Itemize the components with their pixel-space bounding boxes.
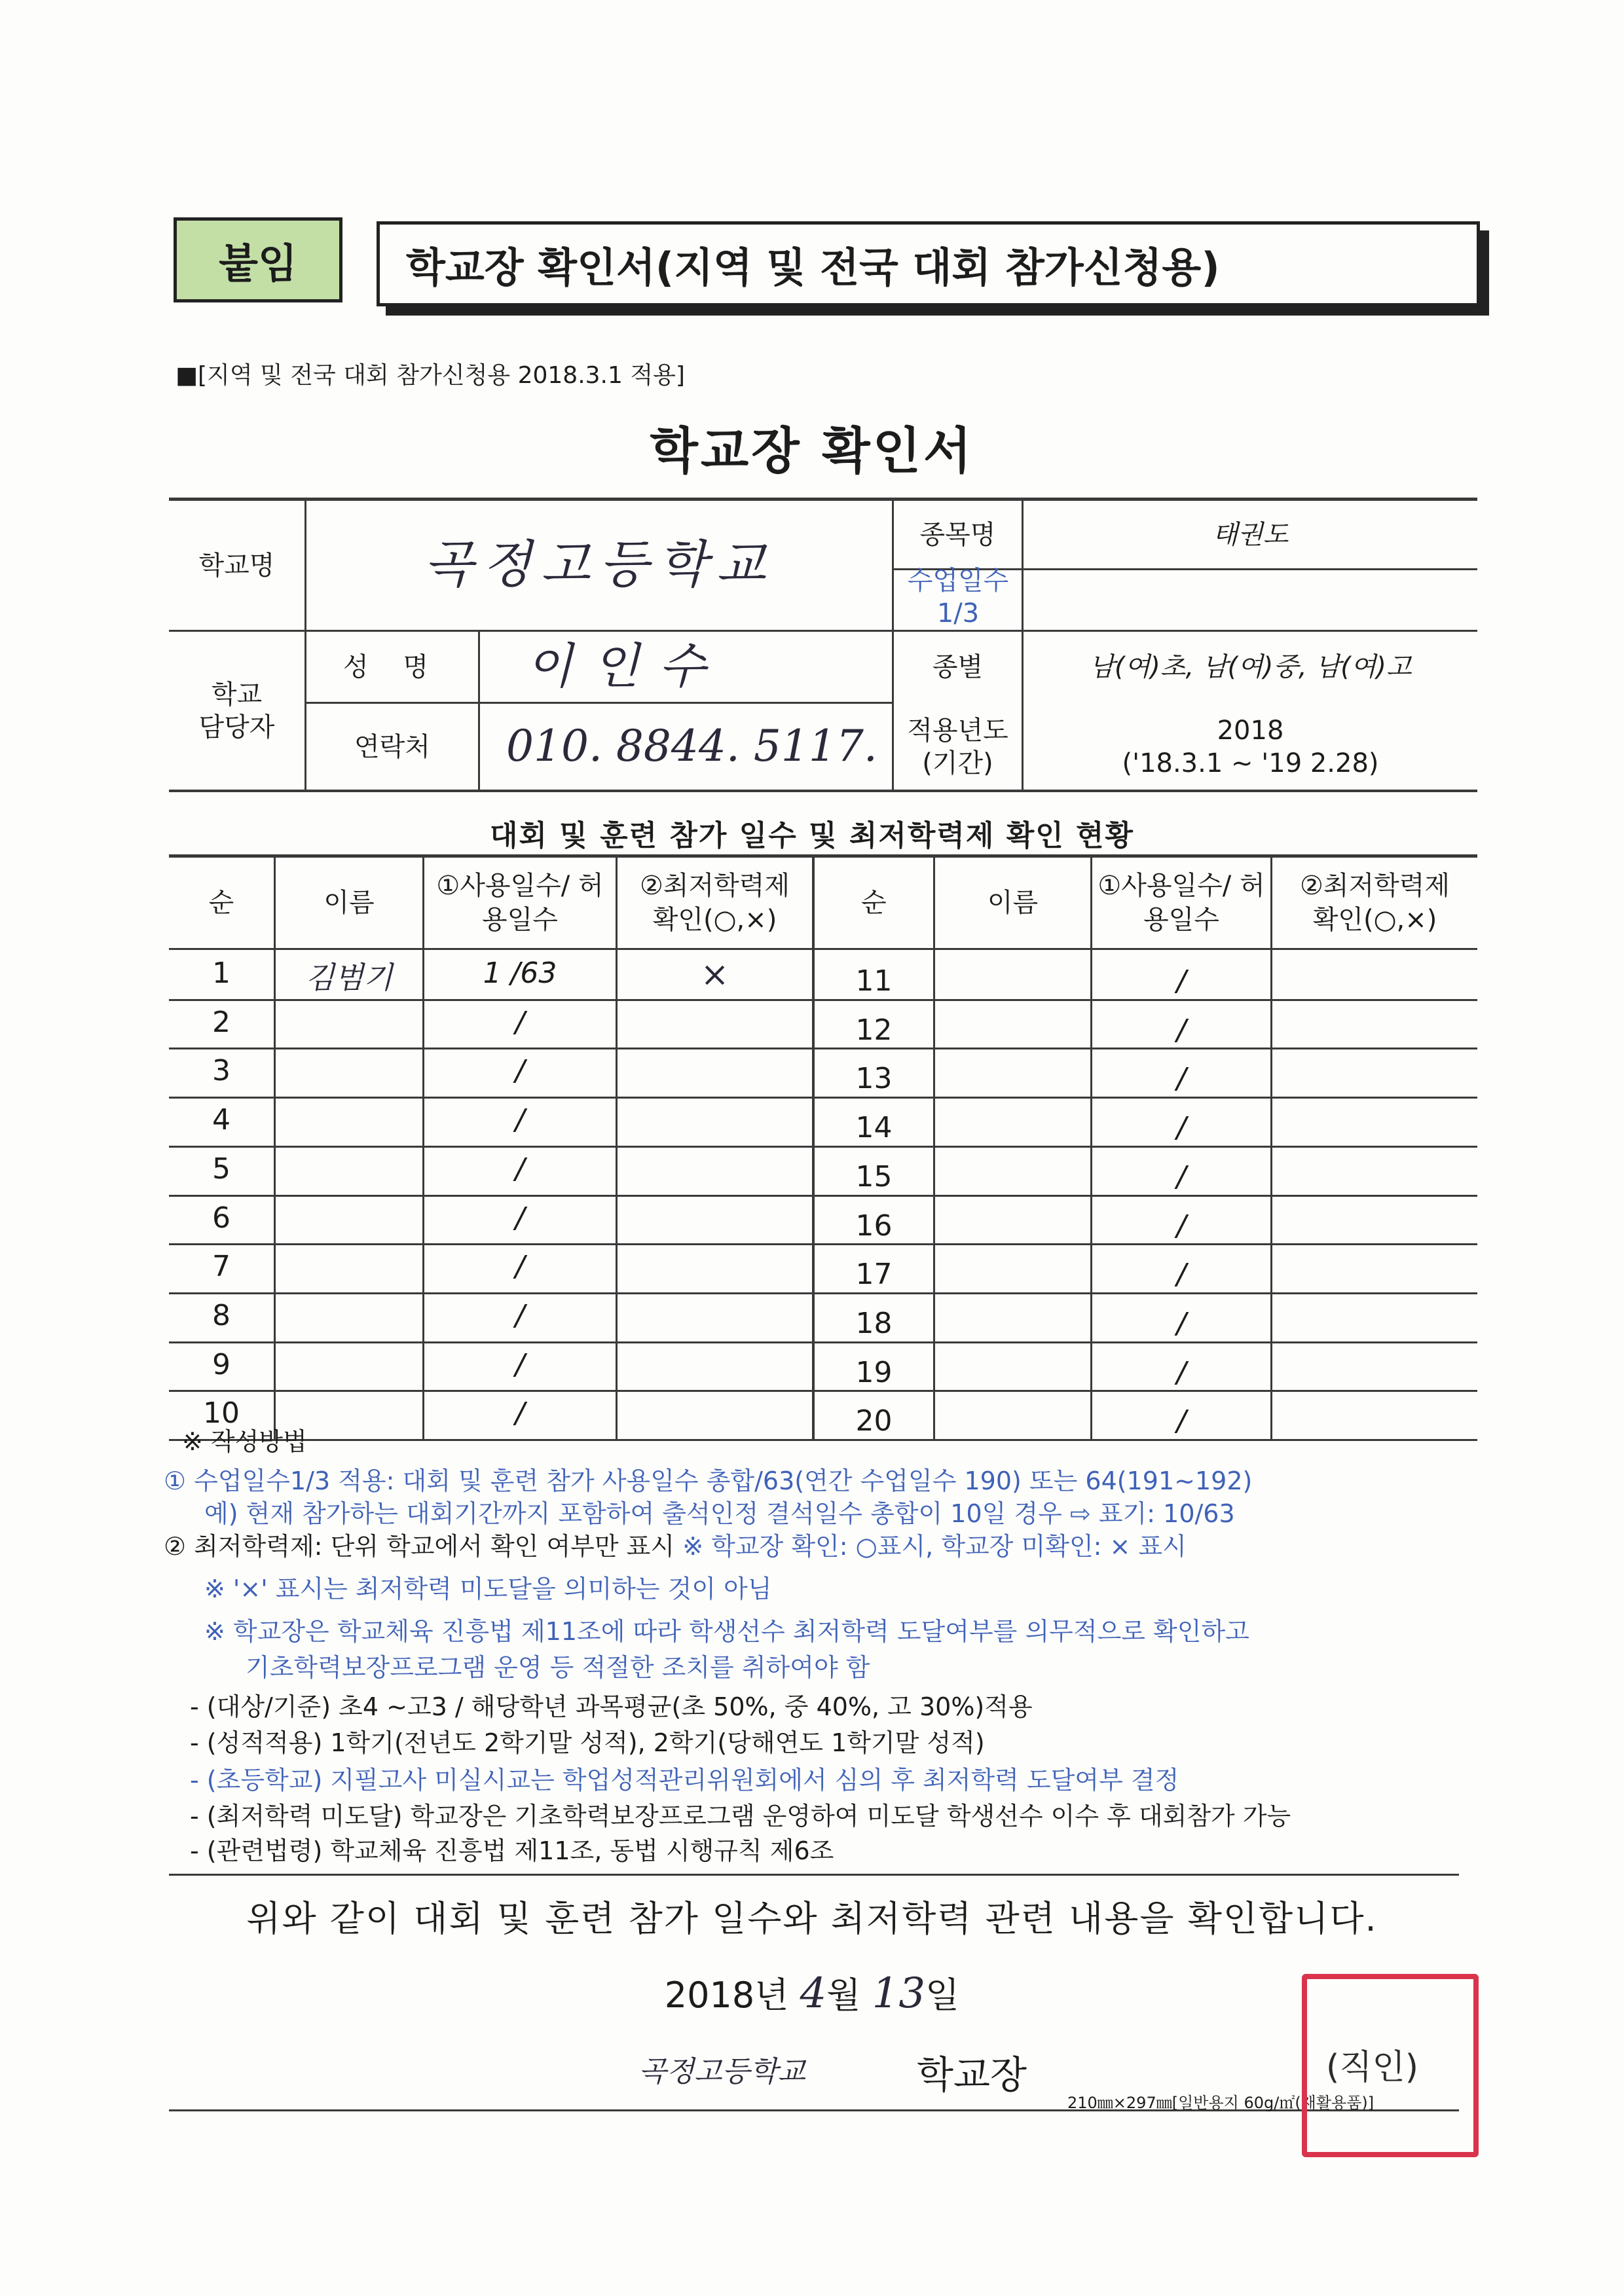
instruction-dash3: - (초등학교) 지필고사 미실시교는 학업성적관리위원회에서 심의 후 최저학력 도달여부 결정 — [190, 1766, 1179, 1795]
category-label: 종별 — [932, 651, 984, 682]
date-day: 13 — [872, 1969, 926, 2018]
col-name-left: 이름 — [323, 888, 375, 918]
divider — [169, 1874, 1459, 1876]
row-number: 19 — [855, 1356, 893, 1389]
year-cell — [1024, 704, 1477, 790]
row-days: / — [1176, 1356, 1187, 1389]
date-day-unit: 일 — [925, 1975, 960, 2016]
col-name-right: 이름 — [987, 888, 1039, 918]
row-days: / — [515, 1201, 525, 1235]
row-number: 20 — [855, 1404, 893, 1438]
row-number: 9 — [212, 1348, 231, 1381]
school-signature: 곡정고등학교 — [638, 2055, 806, 2088]
row-days: / — [515, 1250, 525, 1283]
instruction-note2-line1: ※ 학교장은 학교체육 진흥법 제11조에 따라 학생선수 최저학력 도달여부를 의무적으로 확인하고 — [204, 1617, 1249, 1646]
principal-label: 학교장 — [917, 2052, 1027, 2097]
row-days: / — [515, 1299, 525, 1332]
period-value: ('18.3.1 ~ '19 2.28) — [1122, 748, 1379, 778]
instruction-item1-line2: 예) 현재 참가하는 대회기간까지 포함하여 출석인정 결석일수 총합이 10일 경우 ⇨ 표기: 10/63 — [204, 1499, 1235, 1528]
notice-line: ■[지역 및 전국 대회 참가신청용 2018.3.1 적용] — [175, 362, 685, 389]
date-month-unit: 월 — [826, 1975, 861, 2016]
row-days: / — [515, 1348, 525, 1381]
paper-spec: 210㎜×297㎜[일반용지 60g/㎡(재활용품)] — [1067, 2094, 1375, 2112]
year-label: 적용년도 (기간) — [907, 715, 1008, 778]
row-number: 3 — [212, 1054, 231, 1087]
row-name: 김범기 — [305, 960, 393, 995]
row-days: / — [1176, 1404, 1187, 1438]
date-month: 4 — [800, 1969, 827, 2018]
school-label: 학교명 — [198, 550, 275, 581]
year-value: 2018 — [1217, 715, 1284, 746]
row-number: 18 — [855, 1307, 893, 1340]
class-days-label: 수업일수 1/3 — [907, 566, 1009, 629]
row-days: / — [1176, 1258, 1187, 1291]
sport-value: 태권도 — [1212, 519, 1289, 550]
instruction-item1-line1: ① 수업일수1/3 적용: 대회 및 훈련 참가 사용일수 총합/63(연간 수업일수 190) 또는 64(191~192) — [164, 1467, 1253, 1495]
instruction-dash4: - (최저학력 미도달) 학교장은 기초학력보장프로그램 운영하여 미도달 학생선수 이수 후 대회참가 가능 — [190, 1802, 1291, 1831]
row-number: 4 — [212, 1103, 231, 1137]
row-number: 5 — [212, 1152, 231, 1186]
row-number: 17 — [855, 1258, 893, 1291]
name-label: 성 명 — [343, 651, 441, 682]
col-no-left: 순 — [208, 888, 234, 918]
row-number: 10 — [203, 1396, 240, 1430]
row-number: 12 — [855, 1013, 893, 1047]
row-number: 7 — [212, 1250, 231, 1283]
row-days: / — [515, 1054, 525, 1087]
col-check-left: ②최저학력제 확인(○,×) — [639, 871, 790, 935]
date-year: 2018년 — [664, 1975, 789, 2016]
document-title: 학교장 확인서(지역 및 전국 대회 참가신청용) — [377, 221, 1480, 306]
row-days: / — [515, 1103, 525, 1137]
instructions-heading: ※ 작성방법 — [182, 1427, 307, 1456]
row-days: / — [515, 1396, 525, 1430]
row-days: / — [1176, 1013, 1187, 1047]
category-value: 남(여)초, 남(여)중, 남(여)고 — [1089, 651, 1412, 682]
row-days: / — [1176, 1307, 1187, 1340]
instruction-dash2: - (성적적용) 1학기(전년도 2학기말 성적), 2학기(당해연도 1학기말 성적) — [190, 1728, 985, 1757]
phone-value: 010. 8844. 5117. — [506, 721, 877, 772]
instruction-dash1: - (대상/기준) 초4 ~고3 / 해당학년 과목평균(초 50%, 중 40%, 고 30%)적용 — [190, 1692, 1033, 1721]
row-number: 2 — [212, 1006, 231, 1039]
school-value: 곡정고등학교 — [423, 535, 775, 594]
col-days-left: ①사용일수/ 허용일수 — [436, 871, 604, 935]
instruction-note2-line2: 기초학력보장프로그램 운영 등 적절한 조치를 취하여야 함 — [246, 1653, 870, 1682]
row-days: / — [515, 1006, 525, 1039]
phone-label: 연락처 — [354, 731, 430, 762]
sport-label: 종목명 — [919, 519, 996, 550]
attachment-badge: 붙임 — [174, 217, 342, 302]
instruction-item2-text: ② 최저학력제: 단위 학교에서 확인 여부만 표시 — [164, 1532, 675, 1561]
row-number: 14 — [855, 1111, 893, 1144]
col-check-right: ②최저학력제 확인(○,×) — [1299, 871, 1450, 935]
section-title: 대회 및 훈련 참가 일수 및 최저학력제 확인 현황 — [489, 819, 1135, 852]
instruction-item2-note: ※ 학교장 확인: ○표시, 학교장 미확인: × 표시 — [682, 1532, 1187, 1561]
name-value: 이인수 — [526, 638, 726, 695]
row-days: 1 /63 — [483, 957, 557, 990]
row-days: / — [1176, 1160, 1187, 1194]
col-no-right: 순 — [861, 888, 887, 918]
row-number: 6 — [212, 1201, 231, 1235]
row-number: 8 — [212, 1299, 231, 1332]
instruction-note1: ※ '×' 표시는 최저학력 미도달을 의미하는 것이 아님 — [204, 1575, 772, 1603]
row-number: 15 — [855, 1160, 893, 1194]
row-days: / — [515, 1152, 525, 1186]
row-number: 11 — [855, 964, 893, 998]
seal-label: (직인) — [1326, 2048, 1419, 2087]
row-number: 16 — [855, 1209, 893, 1243]
row-days: / — [1176, 1111, 1187, 1144]
col-days-right: ①사용일수/ 허용일수 — [1098, 871, 1265, 935]
row-number: 13 — [855, 1062, 893, 1095]
instruction-item2 — [164, 1532, 1187, 1562]
row-days: / — [1176, 964, 1187, 998]
contact-group-label: 학교 담당자 — [198, 679, 275, 742]
row-check: × — [700, 955, 729, 994]
row-number: 1 — [212, 957, 231, 990]
instruction-dash5: - (관련법령) 학교체육 진흥법 제11조, 동법 시행규칙 제6조 — [190, 1836, 834, 1865]
row-days: / — [1176, 1062, 1187, 1095]
confirm-text: 위와 같이 대회 및 훈련 참가 일수와 최저학력 관련 내용을 확인합니다. — [246, 1898, 1378, 1939]
form-title: 학교장 확인서 — [650, 422, 974, 480]
row-days: / — [1176, 1209, 1187, 1243]
